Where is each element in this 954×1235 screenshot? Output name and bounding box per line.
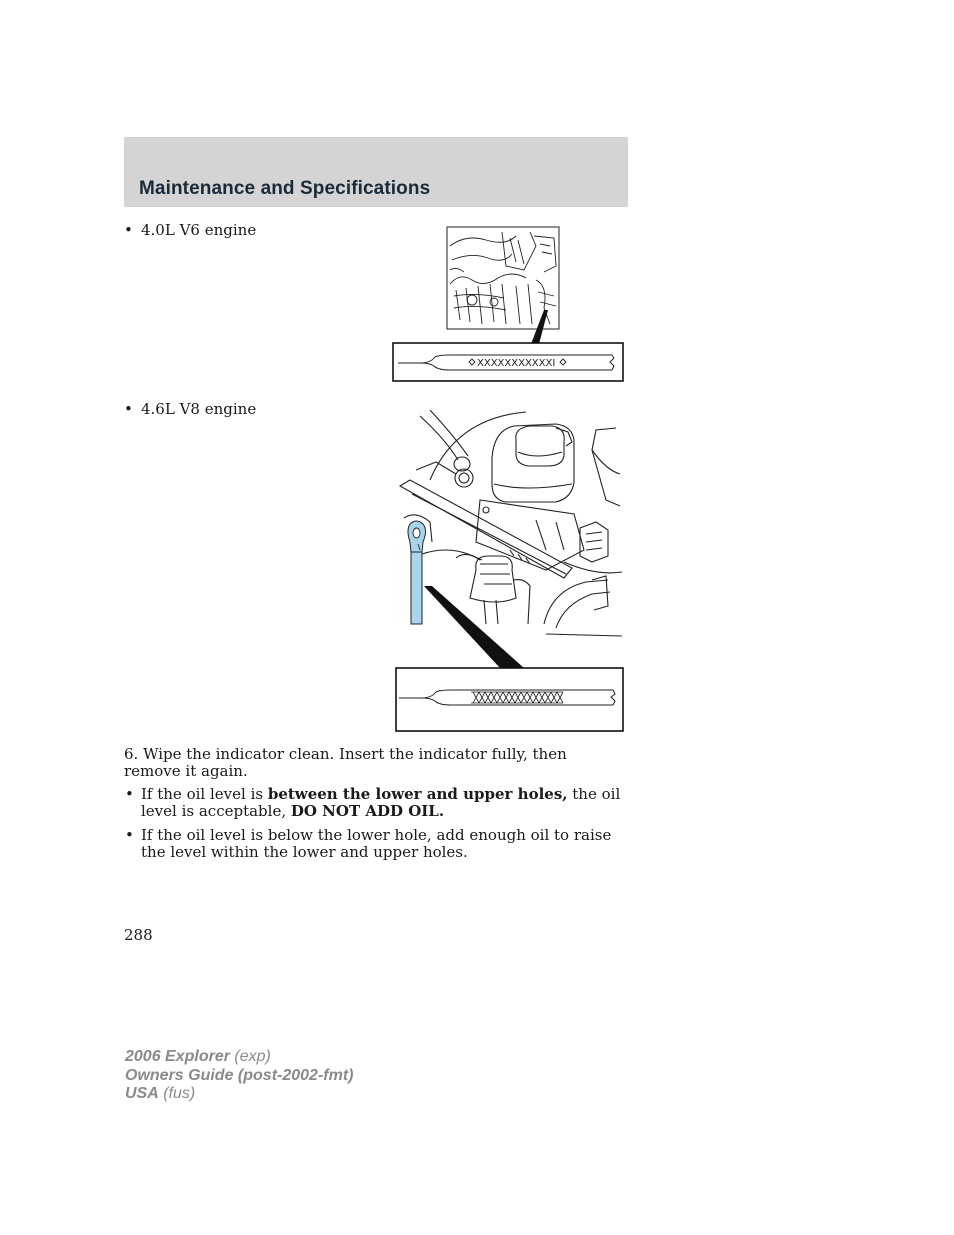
footer-line-1 <box>125 1048 353 1067</box>
section-header-band <box>124 137 628 207</box>
footer-model: 2006 Explorer <box>125 1048 230 1065</box>
v6-engine-text: 4.0L V6 engine <box>141 221 257 239</box>
step-6-text: 6. Wipe the indicator clean. Insert the indicator fully, then remove it again. <box>124 745 567 780</box>
bullet-text-part: If the oil level is <box>141 785 268 803</box>
footer-line-2 <box>125 1067 353 1086</box>
footer-line-3 <box>125 1085 353 1104</box>
v8-dipstick-callout <box>395 667 625 733</box>
footer-model-code: (exp) <box>229 1048 271 1065</box>
v8-engine-illustration <box>396 410 622 680</box>
footer-market-code: (fus) <box>158 1085 196 1102</box>
bullet-oil-acceptable <box>124 786 624 819</box>
bullet-bold-phrase: between the lower and upper holes, <box>267 785 568 803</box>
document-footer <box>125 1048 353 1104</box>
v6-dipstick-callout <box>392 300 626 384</box>
do-not-add-oil-warning: DO NOT ADD OIL. <box>290 801 445 820</box>
bullet-marker: • <box>124 221 133 239</box>
v6-engine-label <box>124 222 256 239</box>
bullet-marker: • <box>124 400 133 418</box>
v6-dipstick-marking: XXXXXXXXXXXI <box>477 358 556 369</box>
bullet-oil-below: • If the oil level is below the lower hole, add enough oil to raise the level within the lower and upper holes. <box>124 827 624 860</box>
v8-engine-label <box>124 401 256 418</box>
bullet-text-part: the oil level is acceptable, <box>141 785 621 820</box>
footer-guide: Owners Guide (post-2002-fmt) <box>125 1066 354 1084</box>
footer-market: USA <box>125 1085 159 1102</box>
page-number: 288 <box>124 926 153 944</box>
section-title: Maintenance and Specifications <box>139 178 431 199</box>
v8-engine-text: 4.6L V8 engine <box>141 400 257 418</box>
